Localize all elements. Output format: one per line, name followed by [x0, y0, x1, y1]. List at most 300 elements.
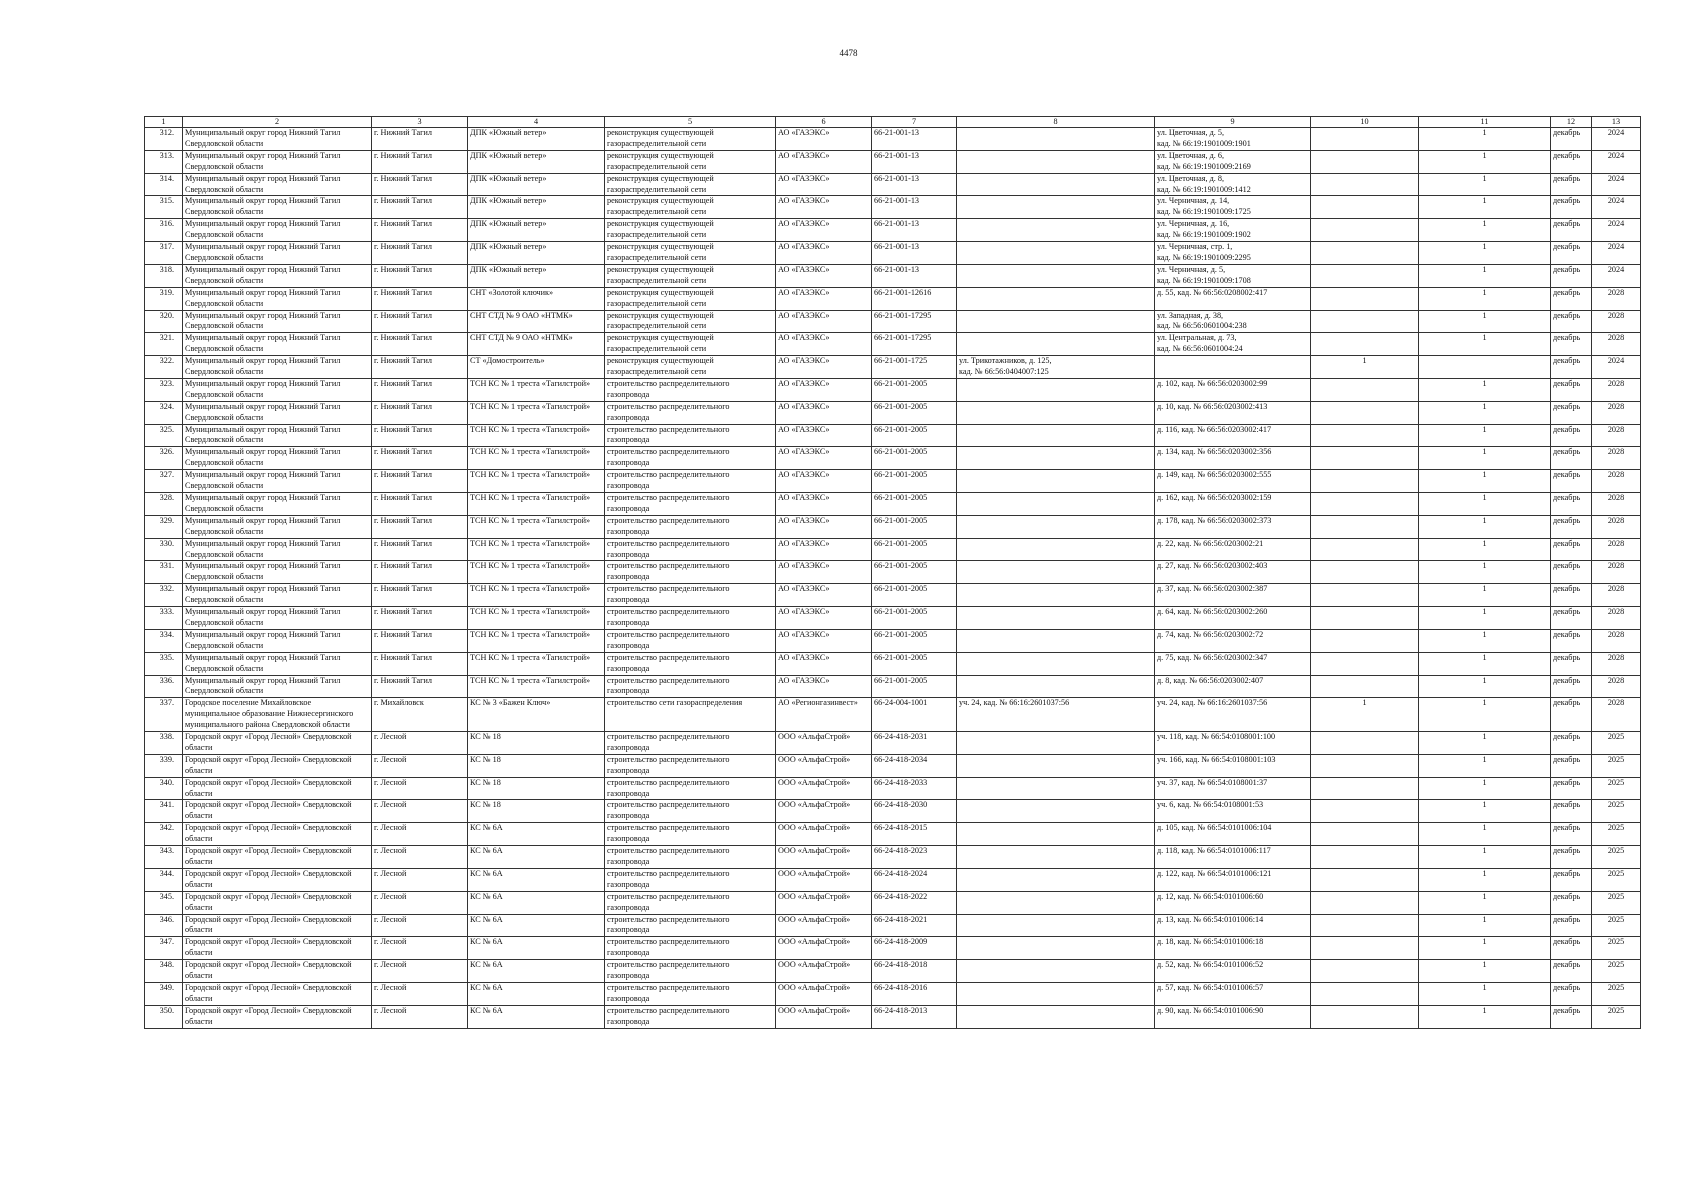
- row-number: 331.: [145, 561, 183, 584]
- municipality-cell-line: Муниципальный округ город Нижний Тагил: [185, 219, 341, 229]
- column-11-cell: 1: [1419, 150, 1551, 173]
- column-number-13: 13: [1592, 117, 1641, 128]
- municipality-cell: [183, 982, 372, 1005]
- column-9-cell: [1155, 982, 1311, 1005]
- month-cell: декабрь: [1551, 424, 1592, 447]
- municipality-cell: [183, 891, 372, 914]
- municipality-cell-line: Городской округ «Город Лесной» Свердловской: [185, 846, 352, 856]
- column-8-cell: [957, 242, 1155, 265]
- object-cell: ТСН КС № 1 треста «Тагилстрой»: [468, 675, 605, 698]
- row-number: 315.: [145, 196, 183, 219]
- municipality-cell-line: Муниципальный округ город Нижний Тагил: [185, 675, 341, 685]
- program-code-cell: 66-21-001-17295: [872, 333, 957, 356]
- month-cell: декабрь: [1551, 242, 1592, 265]
- municipality-cell-line: Свердловской области: [185, 298, 264, 308]
- month-cell: декабрь: [1551, 561, 1592, 584]
- municipality-cell-line: Свердловской области: [185, 344, 264, 354]
- object-cell: КС № 18: [468, 732, 605, 755]
- object-cell: КС № 18: [468, 777, 605, 800]
- locality-cell: г. Нижний Тагил: [372, 356, 468, 379]
- object-cell: ТСН КС № 1 треста «Тагилстрой»: [468, 652, 605, 675]
- locality-cell: г. Лесной: [372, 914, 468, 937]
- table-row: [145, 652, 1641, 675]
- row-number: 335.: [145, 652, 183, 675]
- municipality-cell-line: Городской округ «Город Лесной» Свердловской: [185, 823, 352, 833]
- municipality-cell-line: Муниципальный округ город Нижний Тагил: [185, 493, 341, 502]
- month-cell: декабрь: [1551, 891, 1592, 914]
- column-8-cell: [957, 470, 1155, 493]
- work-type-cell-line: строительство распределительного: [607, 584, 730, 594]
- column-8-cell: [957, 173, 1155, 196]
- row-number: 349.: [145, 982, 183, 1005]
- work-type-cell-line: строительство распределительного: [607, 891, 730, 901]
- row-number: 347.: [145, 937, 183, 960]
- object-cell: КС № 6А: [468, 868, 605, 891]
- column-9-cell: [1155, 584, 1311, 607]
- work-type-cell-line: реконструкция существующей: [607, 264, 714, 274]
- column-11-cell: 1: [1419, 629, 1551, 652]
- column-11-cell: [1419, 356, 1551, 379]
- program-code-cell: 66-21-001-1725: [872, 356, 957, 379]
- column-10-cell: [1311, 800, 1419, 823]
- municipality-cell: [183, 675, 372, 698]
- column-11-cell: 1: [1419, 823, 1551, 846]
- column-11-cell: 1: [1419, 960, 1551, 983]
- object-cell: КС № 6А: [468, 1005, 605, 1028]
- row-number: 317.: [145, 242, 183, 265]
- municipality-cell-line: Муниципальный округ город Нижний Тагил: [185, 470, 341, 480]
- column-8-cell: [957, 868, 1155, 891]
- year-cell: 2025: [1592, 800, 1641, 823]
- work-type-cell-line: строительство распределительного: [607, 846, 730, 856]
- column-9-cell: [1155, 447, 1311, 470]
- column-10-cell: [1311, 1005, 1419, 1028]
- municipality-cell-line: Городской округ «Город Лесной» Свердловской: [185, 800, 352, 810]
- row-number: 325.: [145, 424, 183, 447]
- column-10-cell: [1311, 173, 1419, 196]
- program-code-cell: 66-21-001-2005: [872, 424, 957, 447]
- year-cell: 2024: [1592, 219, 1641, 242]
- work-type-cell-line: газораспределительной сети: [607, 252, 707, 262]
- column-10-cell: [1311, 264, 1419, 287]
- column-9-cell: [1155, 1005, 1311, 1028]
- locality-cell: г. Нижний Тагил: [372, 310, 468, 333]
- work-type-cell: [605, 629, 776, 652]
- locality-cell: г. Нижний Тагил: [372, 378, 468, 401]
- municipality-cell-line: Муниципальный округ город Нижний Тагил: [185, 150, 341, 160]
- column-10-cell: [1311, 401, 1419, 424]
- column-10-cell: [1311, 287, 1419, 310]
- object-cell: КС № 6А: [468, 914, 605, 937]
- organization-cell: АО «ГАЗЭКС»: [776, 401, 872, 424]
- year-cell: 2028: [1592, 470, 1641, 493]
- table-row: [145, 629, 1641, 652]
- object-cell: КС № 18: [468, 754, 605, 777]
- work-type-cell-line: газопровода: [607, 389, 650, 399]
- work-type-cell-line: газораспределительной сети: [607, 298, 707, 308]
- organization-cell: ООО «АльфаСтрой»: [776, 846, 872, 869]
- column-11-cell: 1: [1419, 652, 1551, 675]
- year-cell: 2025: [1592, 982, 1641, 1005]
- work-type-cell-line: газораспределительной сети: [607, 344, 707, 354]
- municipality-cell-line: Городской округ «Город Лесной» Свердловской: [185, 868, 352, 878]
- column-9-cell: [1155, 914, 1311, 937]
- column-9-cell-line: д. 57, кад. № 66:54:0101006:57: [1157, 982, 1264, 992]
- municipality-cell: [183, 424, 372, 447]
- municipality-cell-line: Муниципальный округ город Нижний Тагил: [185, 287, 341, 297]
- column-9-cell-line: д. 116, кад. № 66:56:0203002:417: [1157, 424, 1272, 434]
- work-type-cell: [605, 1005, 776, 1028]
- month-cell: декабрь: [1551, 173, 1592, 196]
- locality-cell: г. Нижний Тагил: [372, 219, 468, 242]
- month-cell: декабрь: [1551, 777, 1592, 800]
- program-code-cell: 66-21-001-13: [872, 264, 957, 287]
- row-number: 321.: [145, 333, 183, 356]
- work-type-cell: [605, 219, 776, 242]
- municipality-cell: [183, 561, 372, 584]
- work-type-cell-line: строительство распределительного: [607, 378, 730, 388]
- column-11-cell: 1: [1419, 264, 1551, 287]
- column-9-cell-line: кад. № 66:19:1901009:1708: [1157, 275, 1251, 285]
- table-row: [145, 333, 1641, 356]
- object-cell: ДПК «Южный ветер»: [468, 196, 605, 219]
- column-10-cell: [1311, 777, 1419, 800]
- table-row: [145, 675, 1641, 698]
- row-number: 332.: [145, 584, 183, 607]
- municipality-cell: [183, 493, 372, 516]
- column-9-cell-line: д. 122, кад. № 66:54:0101006:121: [1157, 868, 1272, 878]
- month-cell: декабрь: [1551, 150, 1592, 173]
- row-number: 320.: [145, 310, 183, 333]
- column-10-cell: [1311, 891, 1419, 914]
- program-code-cell: 66-21-001-2005: [872, 607, 957, 630]
- municipality-cell-line: Свердловской области: [185, 412, 264, 422]
- table-row: [145, 914, 1641, 937]
- column-10-cell: [1311, 652, 1419, 675]
- column-11-cell: 1: [1419, 846, 1551, 869]
- page-number: 4478: [839, 48, 858, 58]
- organization-cell: АО «ГАЗЭКС»: [776, 287, 872, 310]
- column-10-cell: [1311, 960, 1419, 983]
- year-cell: 2025: [1592, 891, 1641, 914]
- work-type-cell: [605, 401, 776, 424]
- municipality-cell-line: Городской округ «Город Лесной» Свердловской: [185, 982, 352, 992]
- year-cell: 2028: [1592, 698, 1641, 732]
- work-type-cell-line: газопровода: [607, 435, 650, 445]
- work-type-cell-line: строительство сети газораспределения: [607, 698, 743, 708]
- column-9-cell-line: уч. 118, кад. № 66:54:0108001:100: [1157, 732, 1276, 742]
- work-type-cell-line: газораспределительной сети: [607, 207, 707, 217]
- municipality-cell: [183, 242, 372, 265]
- column-8-cell: [957, 264, 1155, 287]
- work-type-cell-line: газопровода: [607, 902, 650, 912]
- program-code-cell: 66-24-418-2015: [872, 823, 957, 846]
- locality-cell: г. Лесной: [372, 868, 468, 891]
- column-8-cell: [957, 982, 1155, 1005]
- locality-cell: г. Лесной: [372, 754, 468, 777]
- municipality-cell-line: Муниципальный округ город Нижний Тагил: [185, 378, 341, 388]
- column-9-cell-line: ул. Западная, д. 38,: [1157, 310, 1224, 320]
- organization-cell: АО «ГАЗЭКС»: [776, 356, 872, 379]
- program-code-cell: 66-24-418-2009: [872, 937, 957, 960]
- organization-cell: АО «ГАЗЭКС»: [776, 242, 872, 265]
- year-cell: 2028: [1592, 333, 1641, 356]
- column-8-cell: [957, 356, 1155, 379]
- column-11-cell: 1: [1419, 891, 1551, 914]
- month-cell: декабрь: [1551, 378, 1592, 401]
- municipality-cell-line: области: [185, 948, 213, 958]
- object-cell: КС № 6А: [468, 891, 605, 914]
- year-cell: 2024: [1592, 196, 1641, 219]
- year-cell: 2025: [1592, 1005, 1641, 1028]
- municipality-cell-line: Городское поселение Михайловское: [185, 698, 312, 708]
- work-type-cell-line: газораспределительной сети: [607, 230, 707, 240]
- municipality-cell: [183, 823, 372, 846]
- work-type-cell: [605, 447, 776, 470]
- municipality-cell: [183, 515, 372, 538]
- municipality-cell: [183, 287, 372, 310]
- row-number: 342.: [145, 823, 183, 846]
- column-9-cell: [1155, 333, 1311, 356]
- column-9-cell-line: д. 102, кад. № 66:56:0203002:99: [1157, 378, 1268, 388]
- year-cell: 2025: [1592, 732, 1641, 755]
- table-row: [145, 424, 1641, 447]
- year-cell: 2028: [1592, 515, 1641, 538]
- municipality-cell-line: Свердловской области: [185, 321, 264, 331]
- locality-cell: г. Нижний Тагил: [372, 652, 468, 675]
- object-cell: ТСН КС № 1 треста «Тагилстрой»: [468, 493, 605, 516]
- month-cell: декабрь: [1551, 868, 1592, 891]
- column-10-cell: [1311, 424, 1419, 447]
- column-8-cell: [957, 675, 1155, 698]
- municipality-cell: [183, 128, 372, 151]
- object-cell: СНТ СТД № 9 ОАО «НТМК»: [468, 310, 605, 333]
- municipality-cell-line: Свердловской области: [185, 184, 264, 194]
- municipality-cell-line: области: [185, 993, 213, 1003]
- work-type-cell-line: газопровода: [607, 742, 650, 752]
- month-cell: декабрь: [1551, 607, 1592, 630]
- column-9-cell: [1155, 264, 1311, 287]
- column-9-cell: [1155, 515, 1311, 538]
- locality-cell: г. Лесной: [372, 732, 468, 755]
- column-9-cell-line: ул. Черничная, д. 5,: [1157, 264, 1226, 274]
- gasification-schedule-table: [144, 116, 1641, 1029]
- column-9-cell: [1155, 800, 1311, 823]
- column-8-cell: [957, 1005, 1155, 1028]
- organization-cell: ООО «АльфаСтрой»: [776, 982, 872, 1005]
- column-10-cell: [1311, 447, 1419, 470]
- table-row: [145, 447, 1641, 470]
- column-9-cell: [1155, 823, 1311, 846]
- column-9-cell: [1155, 698, 1311, 732]
- year-cell: 2025: [1592, 868, 1641, 891]
- municipality-cell: [183, 447, 372, 470]
- month-cell: декабрь: [1551, 629, 1592, 652]
- locality-cell: г. Нижний Тагил: [372, 264, 468, 287]
- row-number: 338.: [145, 732, 183, 755]
- column-8-cell: [957, 914, 1155, 937]
- column-10-cell: [1311, 150, 1419, 173]
- object-cell: КС № 18: [468, 800, 605, 823]
- year-cell: 2028: [1592, 493, 1641, 516]
- municipality-cell-line: Муниципальный округ город Нижний Тагил: [185, 629, 341, 639]
- work-type-cell-line: газопровода: [607, 595, 650, 605]
- municipality-cell: [183, 754, 372, 777]
- column-9-cell: [1155, 868, 1311, 891]
- work-type-cell: [605, 424, 776, 447]
- municipality-cell: [183, 652, 372, 675]
- organization-cell: АО «ГАЗЭКС»: [776, 515, 872, 538]
- column-11-cell: 1: [1419, 447, 1551, 470]
- work-type-cell-line: строительство распределительного: [607, 823, 730, 833]
- program-code-cell: 66-21-001-2005: [872, 470, 957, 493]
- column-number-7: 7: [872, 117, 957, 128]
- work-type-cell-line: газопровода: [607, 857, 650, 866]
- column-11-cell: 1: [1419, 698, 1551, 732]
- organization-cell: АО «ГАЗЭКС»: [776, 675, 872, 698]
- organization-cell: АО «ГАЗЭКС»: [776, 128, 872, 151]
- work-type-cell-line: строительство распределительного: [607, 607, 730, 617]
- organization-cell: АО «ГАЗЭКС»: [776, 310, 872, 333]
- row-number: 339.: [145, 754, 183, 777]
- column-9-cell-line: кад. № 66:19:1901009:1902: [1157, 230, 1251, 240]
- column-9-cell: [1155, 401, 1311, 424]
- month-cell: декабрь: [1551, 264, 1592, 287]
- table-row: [145, 698, 1641, 732]
- program-code-cell: 66-24-418-2013: [872, 1005, 957, 1028]
- municipality-cell: [183, 401, 372, 424]
- program-code-cell: 66-21-001-13: [872, 150, 957, 173]
- table-row: [145, 891, 1641, 914]
- work-type-cell-line: строительство распределительного: [607, 914, 730, 924]
- column-9-cell: [1155, 937, 1311, 960]
- column-9-cell-line: д. 162, кад. № 66:56:0203002:159: [1157, 493, 1272, 502]
- municipality-cell: [183, 173, 372, 196]
- locality-cell: г. Нижний Тагил: [372, 196, 468, 219]
- column-10-cell: [1311, 754, 1419, 777]
- municipality-cell-line: области: [185, 788, 213, 798]
- object-cell: ТСН КС № 1 треста «Тагилстрой»: [468, 561, 605, 584]
- column-number-2: 2: [183, 117, 372, 128]
- column-9-cell: [1155, 607, 1311, 630]
- column-11-cell: 1: [1419, 242, 1551, 265]
- work-type-cell: [605, 356, 776, 379]
- program-code-cell: 66-21-001-13: [872, 196, 957, 219]
- work-type-cell-line: реконструкция существующей: [607, 287, 714, 297]
- column-11-cell: 1: [1419, 914, 1551, 937]
- municipality-cell-line: Городской округ «Город Лесной» Свердловской: [185, 732, 352, 742]
- column-9-cell-line: д. 74, кад. № 66:56:0203002:72: [1157, 629, 1264, 639]
- month-cell: декабрь: [1551, 800, 1592, 823]
- organization-cell: АО «ГАЗЭКС»: [776, 173, 872, 196]
- row-number: 330.: [145, 538, 183, 561]
- object-cell: ДПК «Южный ветер»: [468, 242, 605, 265]
- organization-cell: АО «ГАЗЭКС»: [776, 493, 872, 516]
- municipality-cell-line: области: [185, 834, 213, 844]
- municipality-cell: [183, 777, 372, 800]
- column-9-cell: [1155, 196, 1311, 219]
- column-9-cell: [1155, 538, 1311, 561]
- locality-cell: г. Нижний Тагил: [372, 242, 468, 265]
- column-8-cell: [957, 493, 1155, 516]
- month-cell: декабрь: [1551, 356, 1592, 379]
- municipality-cell: [183, 960, 372, 983]
- object-cell: ТСН КС № 1 треста «Тагилстрой»: [468, 424, 605, 447]
- object-cell: ТСН КС № 1 треста «Тагилстрой»: [468, 584, 605, 607]
- column-9-cell-line: ул. Черничная, д. 16,: [1157, 219, 1230, 229]
- object-cell: ТСН КС № 1 треста «Тагилстрой»: [468, 629, 605, 652]
- object-cell: ДПК «Южный ветер»: [468, 150, 605, 173]
- work-type-cell-line: газопровода: [607, 572, 650, 582]
- month-cell: декабрь: [1551, 732, 1592, 755]
- work-type-cell-line: газопровода: [607, 526, 650, 536]
- column-11-cell: 1: [1419, 470, 1551, 493]
- column-8-cell: [957, 538, 1155, 561]
- locality-cell: г. Лесной: [372, 891, 468, 914]
- program-code-cell: 66-24-418-2023: [872, 846, 957, 869]
- work-type-cell-line: реконструкция существующей: [607, 356, 714, 366]
- work-type-cell-line: строительство распределительного: [607, 1005, 730, 1015]
- work-type-cell-line: строительство распределительного: [607, 561, 730, 571]
- locality-cell: г. Лесной: [372, 982, 468, 1005]
- work-type-cell-line: газораспределительной сети: [607, 321, 707, 331]
- table-row: [145, 242, 1641, 265]
- column-9-cell: [1155, 777, 1311, 800]
- municipality-cell-line: Свердловской области: [185, 503, 264, 513]
- municipality-cell-line: области: [185, 765, 213, 775]
- municipality-cell: [183, 378, 372, 401]
- work-type-cell: [605, 493, 776, 516]
- locality-cell: г. Нижний Тагил: [372, 538, 468, 561]
- row-number: 344.: [145, 868, 183, 891]
- column-10-cell: [1311, 937, 1419, 960]
- column-9-cell-line: ул. Черничная, стр. 1,: [1157, 242, 1233, 252]
- month-cell: декабрь: [1551, 937, 1592, 960]
- column-9-cell-line: кад. № 66:19:1901009:1725: [1157, 207, 1251, 217]
- column-8-cell: [957, 800, 1155, 823]
- municipality-cell-line: Муниципальный округ город Нижний Тагил: [185, 584, 341, 594]
- municipality-cell: [183, 196, 372, 219]
- program-code-cell: 66-24-418-2034: [872, 754, 957, 777]
- organization-cell: АО «Регионгазинвест»: [776, 698, 872, 732]
- row-number: 313.: [145, 150, 183, 173]
- table-row: [145, 960, 1641, 983]
- column-9-cell: [1155, 652, 1311, 675]
- object-cell: ТСН КС № 1 треста «Тагилстрой»: [468, 538, 605, 561]
- table-row: [145, 378, 1641, 401]
- column-9-cell-line: д. 52, кад. № 66:54:0101006:52: [1157, 960, 1264, 970]
- organization-cell: ООО «АльфаСтрой»: [776, 754, 872, 777]
- year-cell: 2024: [1592, 173, 1641, 196]
- object-cell: ДПК «Южный ветер»: [468, 128, 605, 151]
- organization-cell: АО «ГАЗЭКС»: [776, 378, 872, 401]
- organization-cell: ООО «АльфаСтрой»: [776, 891, 872, 914]
- program-code-cell: 66-21-001-2005: [872, 584, 957, 607]
- column-8-cell: [957, 333, 1155, 356]
- column-8-cell: [957, 515, 1155, 538]
- work-type-cell: [605, 891, 776, 914]
- municipality-cell: [183, 868, 372, 891]
- program-code-cell: 66-21-001-2005: [872, 401, 957, 424]
- municipality-cell-line: Муниципальный округ город Нижний Тагил: [185, 173, 341, 183]
- municipality-cell: [183, 470, 372, 493]
- row-number: 336.: [145, 675, 183, 698]
- column-number-5: 5: [605, 117, 776, 128]
- column-11-cell: 1: [1419, 675, 1551, 698]
- work-type-cell-line: строительство распределительного: [607, 777, 730, 787]
- locality-cell: г. Нижний Тагил: [372, 287, 468, 310]
- table-row: [145, 982, 1641, 1005]
